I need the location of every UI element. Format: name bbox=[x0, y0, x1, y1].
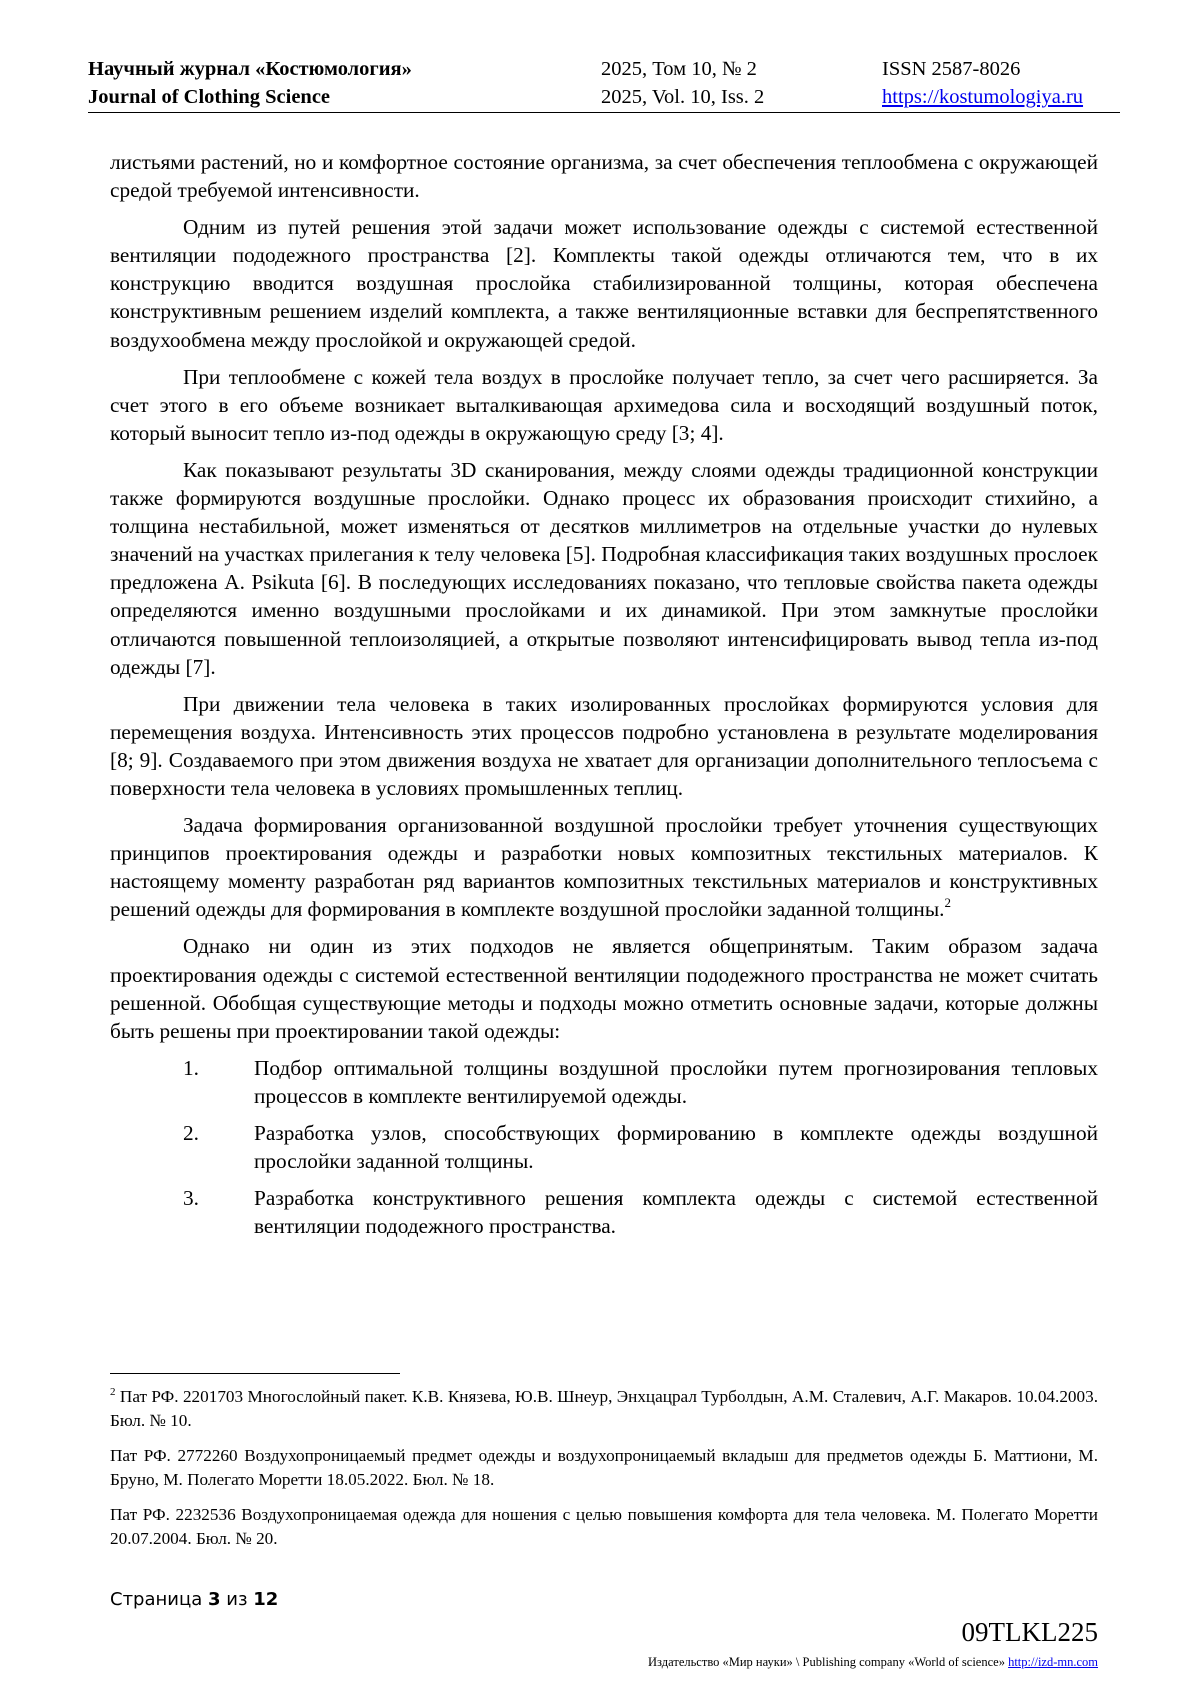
page-header bbox=[88, 55, 1120, 113]
paragraph: При движении тела человека в таких изолированных прослойках формируются условия для перемещения воздуха. Интенсивность этих процессов подробно установлена в результате моделирования [8; 9]. Создаваемого при этом движения воздуха не хватает для организации дополнительного теплосъема с поверхности тела человека в условиях промышленных теплиц. bbox=[110, 691, 1098, 800]
journal-title-en: Journal of Clothing Science bbox=[88, 86, 331, 108]
list-item bbox=[110, 1184, 1098, 1240]
page-total: 12 bbox=[253, 1589, 279, 1610]
paragraph: При теплообмене с кожей тела воздух в прослойке получает тепло, за счет чего расширяется. За счет этого в его объеме возникает выталкивающая архимедова сила и восходящий воздушный поток, который выносит тепло из-под одежды в окружающую среду [3; 4]. bbox=[110, 364, 1098, 445]
article-code: 09TLKL225 bbox=[961, 1617, 1098, 1647]
footnote-mark: 2 bbox=[110, 1386, 116, 1398]
footnote: Пат РФ. 2772260 Воздухопроницаемый предмет одежды и воздухопроницаемый вкладыш для предметов одежды Б. Маттиони, М. Бруно, М. Полегато Моретти 18.05.2022. Бюл. № 18. bbox=[110, 1446, 1098, 1489]
publisher-line bbox=[648, 1654, 1098, 1670]
list-text: Разработка узлов, способствующих формированию в комплекте одежды воздушной прослойки заданной толщины. bbox=[254, 1121, 1098, 1174]
page-number bbox=[110, 1589, 278, 1610]
list-item bbox=[110, 1119, 1098, 1175]
paragraph: Одним из путей решения этой задачи может использование одежды с системой естественной вентиляции пододежного пространства [2]. Комплекты такой одежды отличаются тем, что в их конструкцию вводится воздушная прослойка стабилизированной толщины, которая обеспечена конструктивным решением изделий комплекта, а также вентиляционные вставки для беспрепятственного воздухообмена между прослойкой и окружающей средой. bbox=[110, 215, 1098, 352]
footnotes bbox=[110, 1385, 1098, 1562]
paragraph: Как показывают результаты 3D сканирования, между слоями одежды традиционной конструкции также формируются воздушные прослойки. Однако процесс их образования происходит стихийно, а толщина нестабильной, может изменяться от десятков миллиметров на отдельные участки до нулевых значений на участках прилегания к телу человека [5]. Подробная классификация таких воздушных прослоек предложена A. Psikuta [6]. В последующих исследованиях показано, что тепловые свойства пакета одежды определяются именно воздушными прослойками и их динамикой. При этом замкнутые прослойки отличаются повышенной теплоизоляцией, а открытые позволяют интенсифицировать вывод тепла из-под одежды [7]. bbox=[110, 457, 1098, 679]
task-list bbox=[110, 1054, 1098, 1241]
footnote bbox=[110, 1385, 1098, 1432]
paragraph-text: Задача формирования организованной воздушной прослойки требует уточнения существующих принципов проектирования одежды и разработки новых композитных текстильных материалов. К настоящему моменту разработан ряд вариантов композитных текстильных материалов и конструктивных решений одежды для формирования в комплекте воздушной прослойки заданной толщины. bbox=[110, 813, 1098, 922]
list-text: Разработка конструктивного решения комплекта одежды с системой естественной вентиляции пододежного пространства. bbox=[254, 1186, 1098, 1239]
journal-title bbox=[88, 55, 412, 111]
paragraph: Однако ни один из этих подходов не является общепринятым. Таким образом задача проектирования одежды с системой естественной вентиляции пододежного пространства не может считать решенной. Обобщая существующие методы и подходы можно отметить основные задачи, которые должны быть решены при проектировании такой одежды: bbox=[110, 934, 1098, 1043]
list-number: 2. bbox=[183, 1121, 199, 1145]
article-body bbox=[110, 148, 1098, 1249]
footnote-divider bbox=[110, 1373, 400, 1374]
issue-en: 2025, Vol. 10, Iss. 2 bbox=[601, 86, 765, 108]
list-item bbox=[110, 1054, 1098, 1110]
paragraph bbox=[110, 811, 1098, 923]
footnote-ref[interactable]: 2 bbox=[944, 895, 951, 911]
publisher-url-link[interactable]: http://izd-mn.com bbox=[1008, 1655, 1098, 1669]
page-current: 3 bbox=[208, 1589, 221, 1610]
issn: ISSN 2587-8026 bbox=[882, 58, 1021, 80]
footnote-text: Пат РФ. 2201703 Многослойный пакет. К.В. Князева, Ю.В. Шнеур, Энхцацрал Турболдын, А.М. Сталевич, А.Г. Макаров. 10.04.2003. Бюл. № 10. bbox=[110, 1387, 1098, 1430]
page-of: из bbox=[226, 1589, 248, 1610]
list-number: 1. bbox=[183, 1055, 199, 1080]
list-number: 3. bbox=[183, 1186, 199, 1211]
list-text: Подбор оптимальной толщины воздушной прослойки путем прогнозирования тепловых процессов в комплекте вентилируемой одежды. bbox=[254, 1055, 1098, 1108]
journal-title-ru: Научный журнал «Костюмология» bbox=[88, 58, 412, 80]
footnote: Пат РФ. 2232536 Воздухопроницаемая одежда для ношения с целью повышения комфорта для тела человека. М. Полегато Моретти 20.07.2004. Бюл. № 20. bbox=[110, 1505, 1098, 1548]
issn-block bbox=[882, 55, 1083, 111]
publisher-name: Издательство «Мир науки» \ Publishing company «World of science» bbox=[648, 1655, 1005, 1669]
paragraph: листьями растений, но и комфортное состояние организма, за счет обеспечения теплообмена с окружающей средой требуемой интенсивности. bbox=[110, 150, 1098, 203]
issue-info bbox=[601, 55, 764, 111]
journal-url-link[interactable]: https://kostumologiya.ru bbox=[882, 86, 1084, 108]
page-label: Страница bbox=[110, 1589, 203, 1610]
issue-ru: 2025, Том 10, № 2 bbox=[601, 58, 757, 80]
